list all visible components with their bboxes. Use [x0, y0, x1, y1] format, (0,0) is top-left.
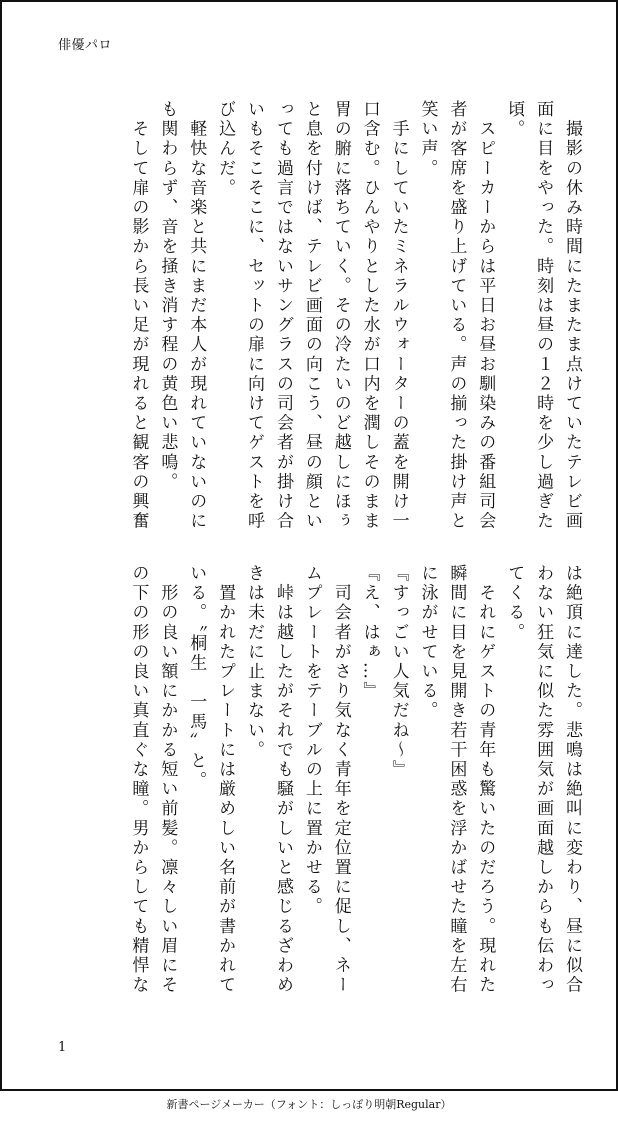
- paragraph: は絶頂に達した。悲鳴は絶叫に変わり、昼に似合わない狂気に似た雰囲気が画面越しからも伝わってくる。: [504, 564, 582, 996]
- dialogue-line: 『すっごい人気だね〜』: [388, 564, 409, 780]
- paragraph: それにゲストの青年も驚いたのだろう。現れた瞬間に目を見開き若干困惑を浮かばせた瞳を左右に泳がせている。: [417, 564, 496, 996]
- paragraph: 手にしていたミネラルウォーターの蓋を開け一口含む。ひんやりとした水が口内を潤しそのまま胃の腑に落ちていく。その冷たいのど越しにほぅと息を付けば、テレビ画面の向こう、昼の顔といっても過言ではないサングラスの司会者が掛け合いもそこそこに、セットの扉に向けてゲストを呼び込んだ。: [215, 100, 409, 532]
- paragraph: 置かれたプレートには厳めしい名前が書かれている。〝桐生 一馬〟と。: [186, 564, 236, 996]
- dialogue-line: 『え、はぁ…』: [359, 564, 380, 702]
- text-block-top: [54, 100, 586, 540]
- paragraph: 形の良い額にかかる短い前髪。凛々しい眉にその下の形の良い真直ぐな瞳。男からしても精悍な: [128, 564, 178, 996]
- footer-credit: 新書ページメーカー（フォント：しっぽり明朝Regular）: [166, 1098, 452, 1111]
- paragraph: 撮影の休み時間にたまたま点けていたテレビ画面に目をやった。時刻は昼の１２時を少し過ぎた頃。: [504, 100, 582, 532]
- paragraph: 軽快な音楽と共にまだ本人が現れていないのにも関わらず、音を掻き消す程の黄色い悲鳴。: [157, 100, 207, 532]
- page-number: 1: [58, 1040, 67, 1055]
- running-title: 俳優パロ: [58, 38, 113, 53]
- paragraph: 峠は越したがそれでも騒がしいと感じるざわめきは未だに止まない。: [244, 564, 293, 996]
- text-block-bottom: [54, 564, 586, 1004]
- paragraph: そして扉の影から長い足が現れると観客の興奮: [128, 100, 149, 532]
- paragraph: 司会者がさり気なく青年を定位置に促し、ネームプレートをテーブルの上に置かせる。: [301, 564, 351, 996]
- paragraph: スピーカーからは平日お昼お馴染みの番組司会者が客席を盛り上げている。声の揃った掛け声と笑い声。: [417, 100, 496, 532]
